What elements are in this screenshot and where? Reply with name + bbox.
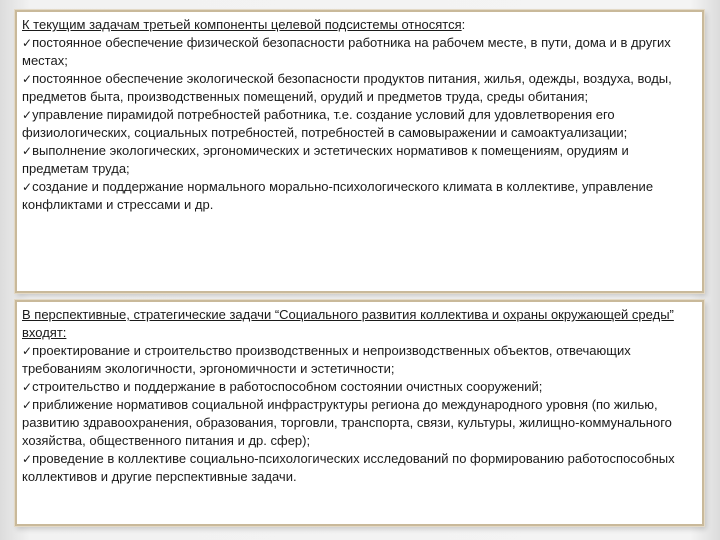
list-item: ✓постоянное обеспечение физической безопасности работника на рабочем месте, в пути, дома и в других местах; xyxy=(22,35,671,68)
strategic-tasks-heading: В перспективные, стратегические задачи “Социального развития коллектива и охраны окружающей среды” входят: xyxy=(22,307,674,340)
list-item: ✓проведение в коллективе социально-психологических исследований по формированию работоспособных коллективов и другие перспективные задачи. xyxy=(22,451,675,484)
current-tasks-block xyxy=(15,10,704,293)
list-item: ✓управление пирамидой потребностей работника, т.е. создание условий для удовлетворения его физиологических, социальных потребностей, потребностей в самовыражении и самоактуализации; xyxy=(22,107,628,140)
check-icon: ✓ xyxy=(22,344,33,358)
list-item: ✓строительство и поддержание в работоспособном состоянии очистных сооружений; xyxy=(22,379,543,394)
check-icon: ✓ xyxy=(22,36,33,50)
list-item: ✓создание и поддержание нормального морально-психологического климата в коллективе, управление конфликтами и стрессами и др. xyxy=(22,179,654,212)
check-icon: ✓ xyxy=(22,72,33,86)
list-item: ✓приближение нормативов социальной инфраструктуры региона до международного уровня (по жилью, развитию здравоохранения, образования, торговли, транспорта, связи, культуры, жилищно-коммунального хозяйства, общественного питания и др. сфер); xyxy=(22,397,672,448)
check-icon: ✓ xyxy=(22,108,33,122)
check-icon: ✓ xyxy=(22,380,33,394)
check-icon: ✓ xyxy=(22,180,33,194)
check-icon: ✓ xyxy=(22,144,33,158)
list-item: ✓выполнение экологических, эргономических и эстетических нормативов к помещениям, орудиям и предметам труда; xyxy=(22,143,629,176)
check-icon: ✓ xyxy=(22,452,33,466)
list-item: ✓постоянное обеспечение экологической безопасности продуктов питания, жилья, одежды, воздуха, воды, предметов быта, производственных помещений, орудий и предметов труда, среды обитания; xyxy=(22,71,672,104)
current-tasks-heading: К текущим задачам третьей компоненты целевой подсистемы относятся: xyxy=(22,17,466,32)
list-item: ✓проектирование и строительство производственных и непроизводственных объектов, отвечающих требованиям экологичности, эргономичности и эстетичности; xyxy=(22,343,631,376)
strategic-tasks-block xyxy=(15,300,704,526)
check-icon: ✓ xyxy=(22,398,33,412)
